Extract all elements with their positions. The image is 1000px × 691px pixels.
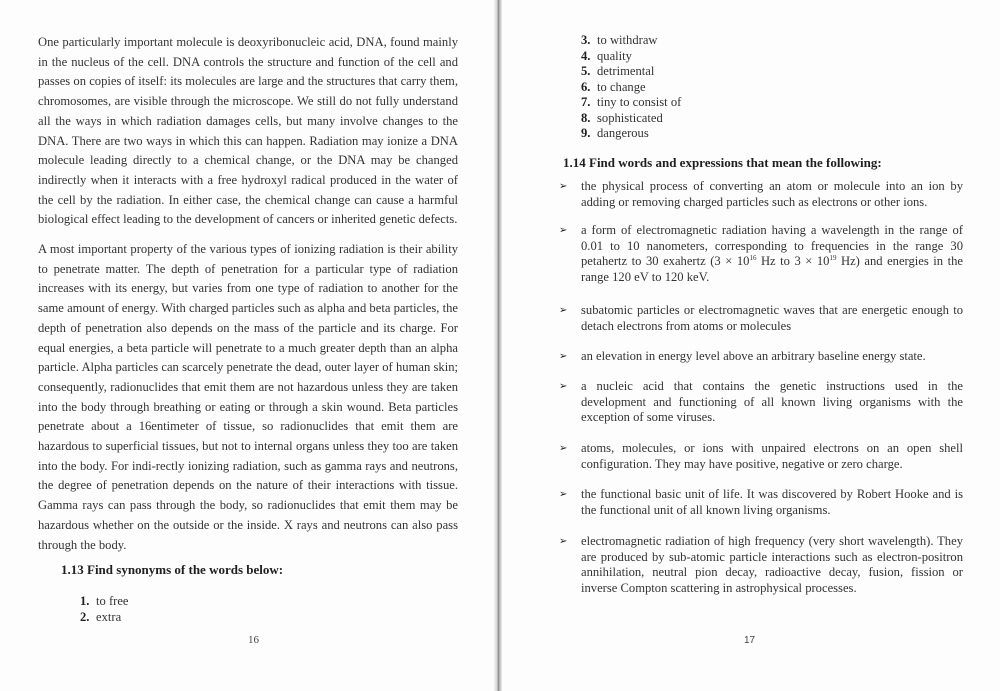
list-number: 4. bbox=[581, 48, 591, 63]
list-item bbox=[581, 49, 681, 65]
page-number-left: 16 bbox=[248, 634, 259, 646]
list-text: quality bbox=[597, 48, 632, 63]
page-number-right: 17 bbox=[744, 635, 756, 646]
list-text: dangerous bbox=[597, 126, 649, 140]
list-text: to free bbox=[96, 594, 129, 608]
list-number: 7. bbox=[581, 95, 591, 109]
definition-item bbox=[559, 179, 963, 210]
definition-text: subatomic particles or electromagnetic waves that are energetic enough to detach electrons from atoms or molecules bbox=[581, 303, 963, 333]
synonym-list-part-2 bbox=[581, 33, 681, 142]
definition-item bbox=[559, 534, 963, 596]
paragraph-penetration: A most important property of the various types of ionizing radiation is their ability to penetrate matter. The depth of penetration for a particular type of radiation increases with its energy, but varies from one type of radiation to another for the same amount of energy. With charged particles such as alpha and beta particles, the depth of penetration also depends on the mass of the particle and its charge. For equal energies, a beta particle will penetrate to a much greater depth than an alpha particle. Alpha particles can scarcely penetrate the dead, outer layer of human skin; consequently, radionuclides that emit them are not hazardous unless they are taken into the body through breathing or eating or through a skin wound. Beta particles penetrate about a 16entimeter of tissue, so radionuclides that emit them are hazardous to superficial tissues, but not to internal organs unless they too are taken into the body. For indi-rectly ionizing radiation, such as gamma rays and neutrons, the degree of penetration depends on the nature of their interactions with tissue. Gamma rays can pass through the body, so radionuclides that emit them may be hazardous whether on the outside or the inside. X rays and neutrons can also pass through the body. bbox=[38, 242, 458, 552]
definition-text: an elevation in energy level above an arbitrary baseline energy state. bbox=[581, 349, 926, 363]
definition-text-part: a form of electromagnetic radiation having a wavelength in the range of 0.01 to 10 nanometers, corresponding to frequencies in the range 30 petahertz to 30 exahertz (3 × 10 bbox=[581, 223, 963, 268]
definition-item bbox=[559, 379, 963, 426]
list-text: detrimental bbox=[597, 64, 655, 78]
arrowhead-bullet-icon: ➢ bbox=[559, 443, 568, 454]
definition-text: electromagnetic radiation of high frequency (very short wavelength). They are produced by sub-atomic particle interactions such as electron-positron annihilation, neutral pion decay, radioactive decay, fusion, fission or inverse Compton scattering in astrophysical processes. bbox=[581, 534, 963, 595]
definition-item bbox=[559, 441, 963, 472]
exponent: 19 bbox=[829, 253, 837, 262]
list-item bbox=[581, 64, 681, 80]
definition-item bbox=[559, 487, 963, 518]
definition-text-part: Hz) and energies in the range 120 eV to 120 keV. bbox=[581, 254, 963, 284]
arrowhead-bullet-icon: ➢ bbox=[559, 351, 568, 362]
list-text: sophisticated bbox=[597, 110, 663, 125]
arrowhead-bullet-icon: ➢ bbox=[559, 381, 568, 392]
section-heading-1-13: 1.13 Find synonyms of the words below: bbox=[61, 562, 284, 577]
arrowhead-bullet-icon: ➢ bbox=[559, 181, 568, 192]
arrowhead-bullet-icon: ➢ bbox=[559, 536, 568, 547]
definition-item bbox=[559, 223, 963, 285]
list-number: 5. bbox=[581, 64, 591, 78]
section-heading-1-14: 1.14 Find words and expressions that mean the following: bbox=[563, 155, 882, 170]
exponent: 16 bbox=[749, 253, 757, 262]
list-number: 6. bbox=[581, 79, 591, 94]
definition-item bbox=[559, 349, 963, 365]
list-item bbox=[581, 126, 681, 142]
definition-text: the physical process of converting an atom or molecule into an ion by adding or removing charged particles such as electrons or other ions. bbox=[581, 179, 963, 209]
synonym-list-part-1 bbox=[80, 594, 129, 625]
list-item bbox=[80, 610, 129, 626]
list-text: to withdraw bbox=[597, 33, 658, 47]
list-number: 2. bbox=[80, 609, 90, 624]
definition-text: the functional basic unit of life. It was discovered by Robert Hooke and is the functional unit of all known living organisms. bbox=[581, 487, 963, 517]
definition-text bbox=[581, 223, 963, 285]
list-item bbox=[581, 33, 681, 49]
definition-item bbox=[559, 303, 963, 334]
arrowhead-bullet-icon: ➢ bbox=[559, 305, 568, 316]
list-text: tiny to consist of bbox=[597, 95, 682, 109]
list-number: 1. bbox=[80, 594, 90, 608]
definition-text: atoms, molecules, or ions with unpaired electrons on an open shell configuration. They may have positive, negative or zero charge. bbox=[581, 441, 963, 471]
list-number: 8. bbox=[581, 110, 591, 125]
list-number: 3. bbox=[581, 33, 591, 47]
arrowhead-bullet-icon: ➢ bbox=[559, 225, 568, 236]
paragraph-dna: One particularly important molecule is deoxyribonucleic acid, DNA, found mainly in the nucleus of the cell. DNA controls the structure and function of the cell and passes on copies of itself: its molecules are large and the structures that carry them, chromosomes, are visible through the microscope. We still do not fully understand all the ways in which radiation damages cells, but many involve changes to the DNA. There are two ways in which this can happen. Radiation may ionize a DNA molecule leading directly to a chemical change, or the DNA may be changed indirectly when it interacts with a free hydroxyl radical produced in the water of the cell by the radiation. In either case, the chemical change can cause a harmful biological effect leading to the development of cancers or inherited genetic defects. bbox=[38, 35, 458, 227]
list-item bbox=[581, 95, 681, 111]
list-item bbox=[581, 111, 681, 127]
arrowhead-bullet-icon: ➢ bbox=[559, 489, 568, 500]
list-item bbox=[80, 594, 129, 610]
list-text: extra bbox=[96, 609, 122, 624]
definition-text: a nucleic acid that contains the genetic instructions used in the development and functioning of all known living organisms with the exception of some viruses. bbox=[581, 379, 963, 424]
left-page bbox=[0, 0, 497, 691]
list-text: to change bbox=[597, 79, 646, 94]
definition-text-part: Hz to 3 × 10 bbox=[756, 254, 830, 268]
list-item bbox=[581, 80, 681, 96]
list-number: 9. bbox=[581, 126, 591, 140]
